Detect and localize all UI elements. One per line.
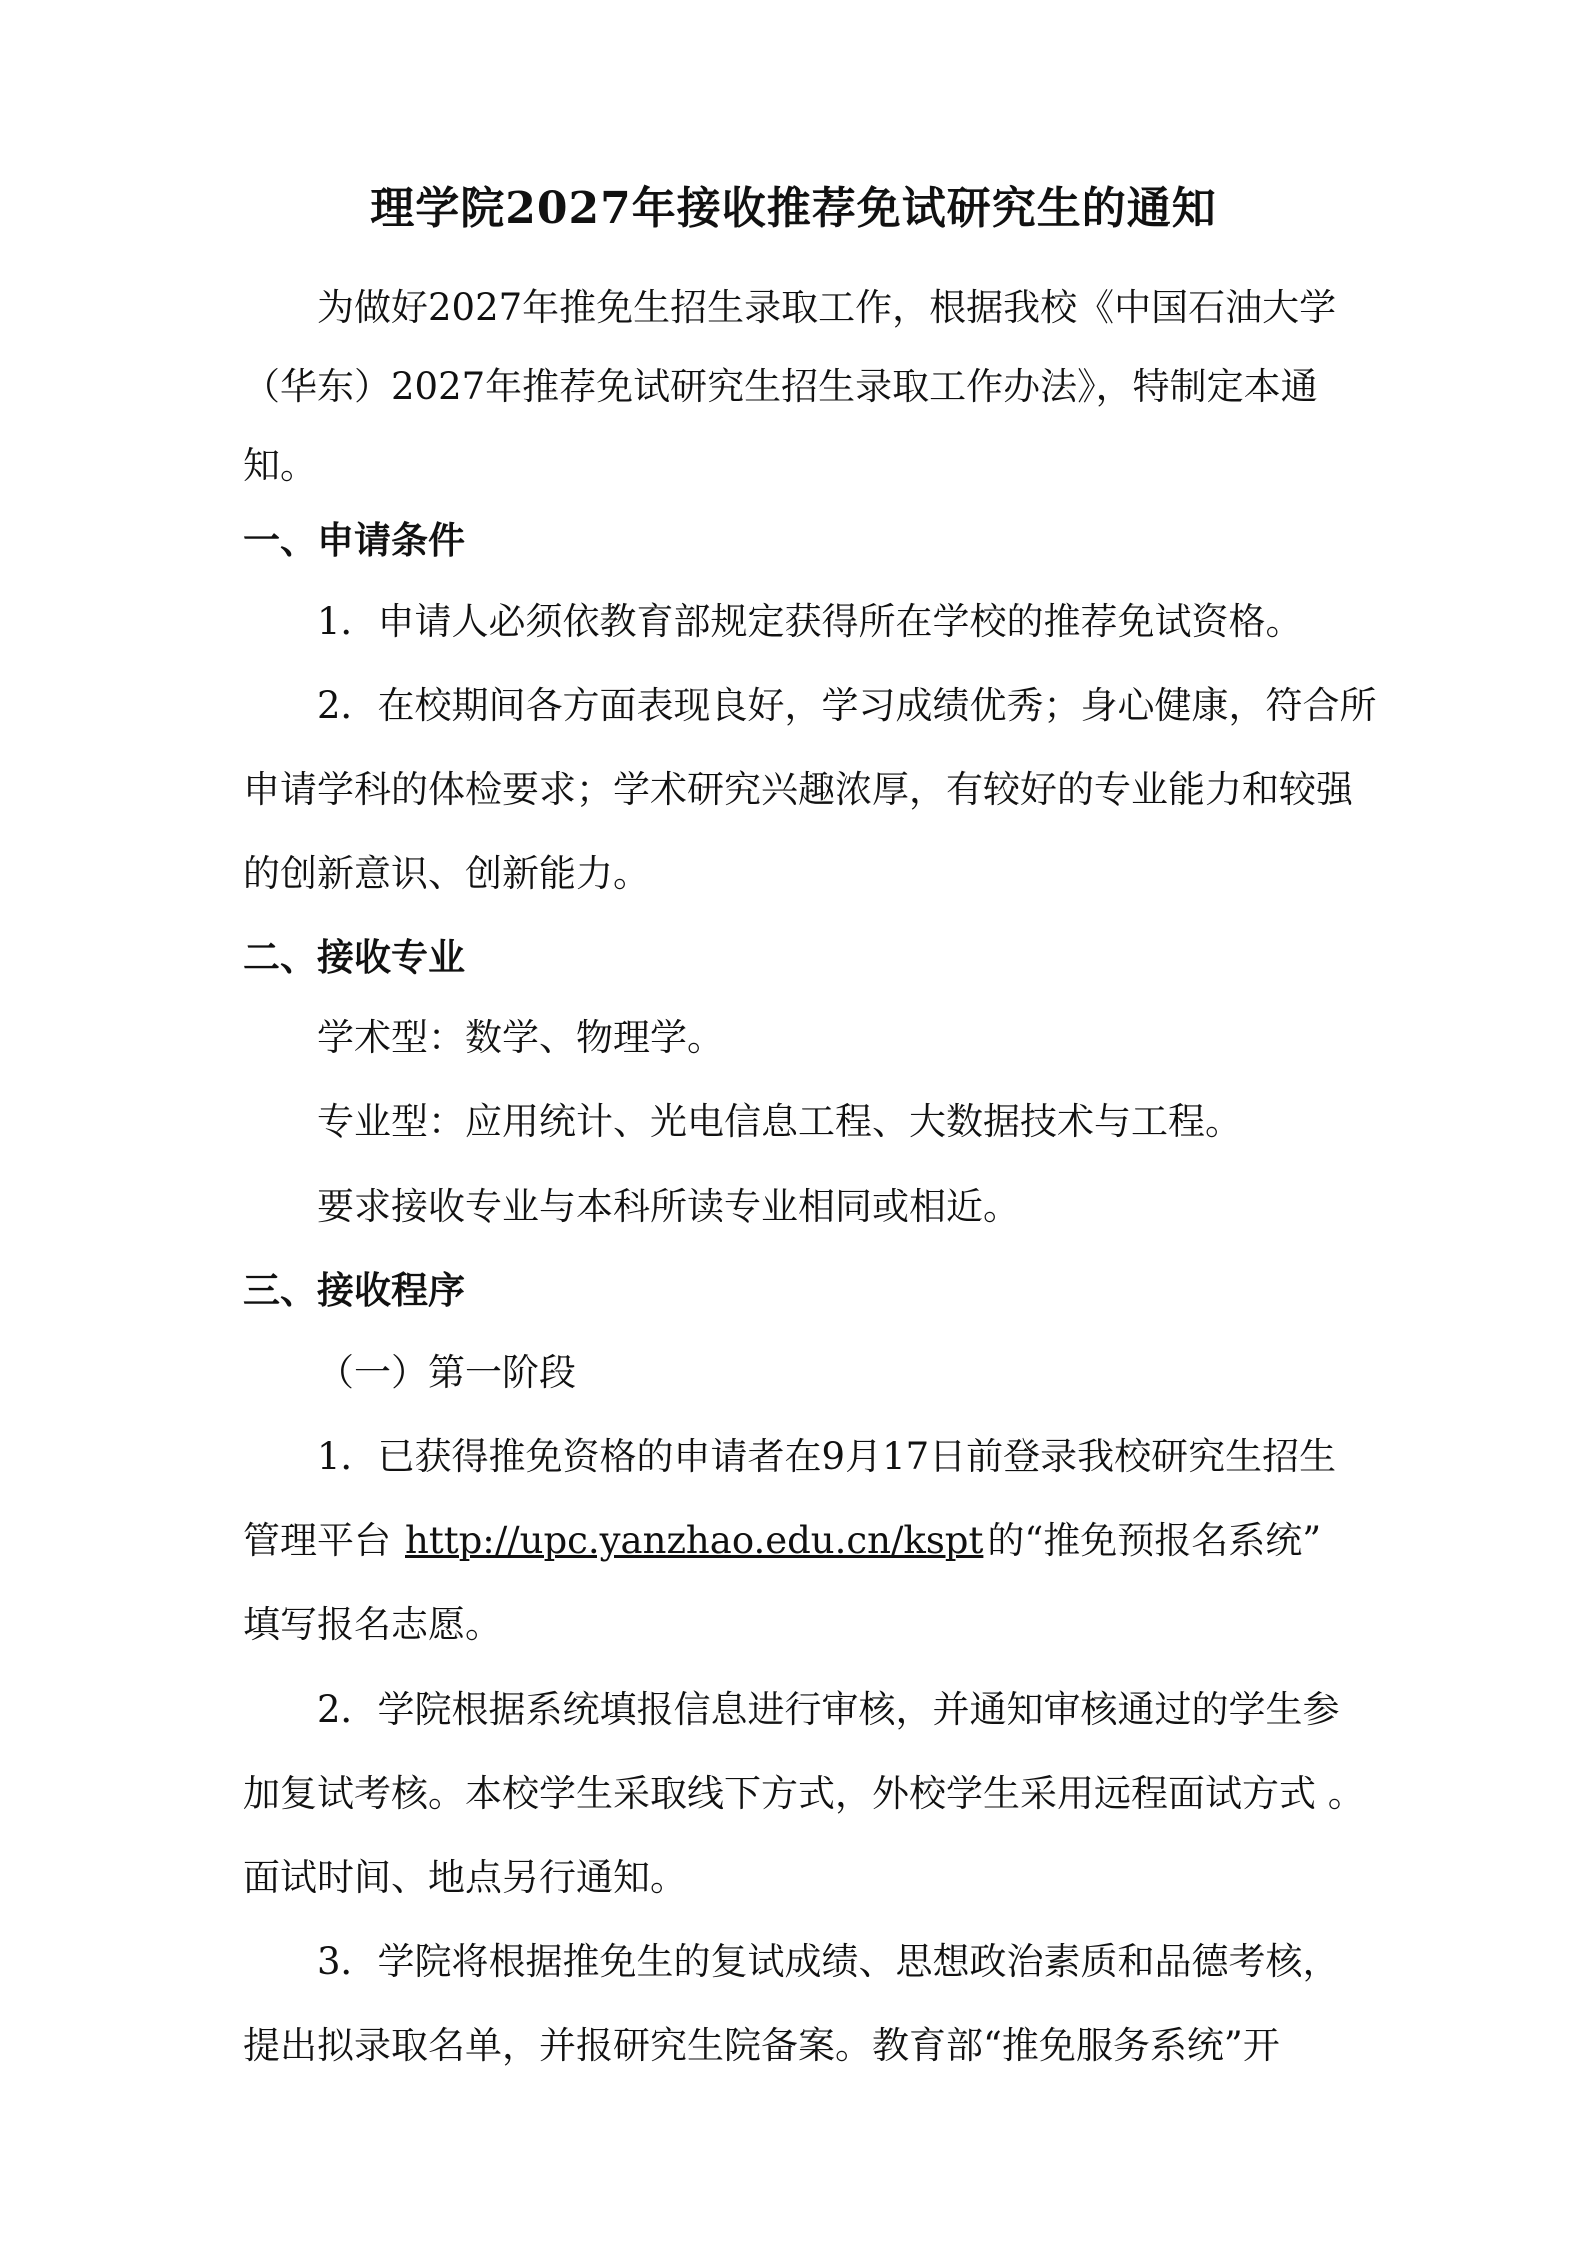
major-requirement: 要求接收专业与本科所读专业相同或相近。 <box>317 1185 1020 1228</box>
intro-line-2: （华东）2027年推荐免试研究生招生录取工作办法》，特制定本通 <box>243 365 1318 408</box>
condition-item-2-line-2: 申请学科的体检要求；学术研究兴趣浓厚，有较好的专业能力和较强 <box>243 768 1353 811</box>
procedure-item-2-line-3: 面试时间、地点另行通知。 <box>243 1856 687 1899</box>
condition-item-2-line-1: 2．在校期间各方面表现良好，学习成绩优秀；身心健康，符合所 <box>317 684 1377 727</box>
procedure-item-1-prefix: 管理平台 <box>243 1519 391 1562</box>
procedure-item-3-line-1: 3．学院将根据推免生的复试成绩、思想政治素质和品德考核， <box>317 1940 1340 1983</box>
major-academic: 学术型：数学、物理学。 <box>317 1016 724 1059</box>
procedure-item-1-line-1: 1．已获得推免资格的申请者在9月17日前登录我校研究生招生 <box>317 1435 1337 1478</box>
major-professional: 专业型：应用统计、光电信息工程、大数据技术与工程。 <box>317 1100 1242 1143</box>
procedure-item-1-suffix: 的“推免预报名系统” <box>987 1519 1322 1562</box>
intro-line-3: 知。 <box>243 444 317 487</box>
intro-line-1: 为做好2027年推免生招生录取工作，根据我校《中国石油大学 <box>317 286 1337 329</box>
condition-item-1: 1．申请人必须依教育部规定获得所在学校的推荐免试资格。 <box>317 600 1303 643</box>
procedure-item-2-line-2: 加复试考核。本校学生采取线下方式，外校学生采用远程面试方式 。 <box>243 1772 1365 1815</box>
procedure-item-1-line-2 <box>243 1515 1321 1567</box>
condition-item-2-line-3: 的创新意识、创新能力。 <box>243 852 650 895</box>
procedure-item-2-line-1: 2．学院根据系统填报信息进行审核，并通知审核通过的学生参 <box>317 1688 1340 1731</box>
admission-platform-link[interactable]: http://upc.yanzhao.edu.cn/kspt <box>405 1519 984 1562</box>
document-title: 理学院2027年接收推荐免试研究生的通知 <box>370 183 1217 234</box>
stage-1-label: （一）第一阶段 <box>317 1351 576 1394</box>
section-heading-majors: 二、接收专业 <box>243 935 465 979</box>
procedure-item-3-line-2: 提出拟录取名单，并报研究生院备案。教育部“推免服务系统”开 <box>243 2024 1280 2067</box>
section-heading-procedure: 三、接收程序 <box>243 1268 465 1312</box>
section-heading-conditions: 一、申请条件 <box>243 518 465 562</box>
procedure-item-1-line-3: 填写报名志愿。 <box>243 1603 502 1646</box>
